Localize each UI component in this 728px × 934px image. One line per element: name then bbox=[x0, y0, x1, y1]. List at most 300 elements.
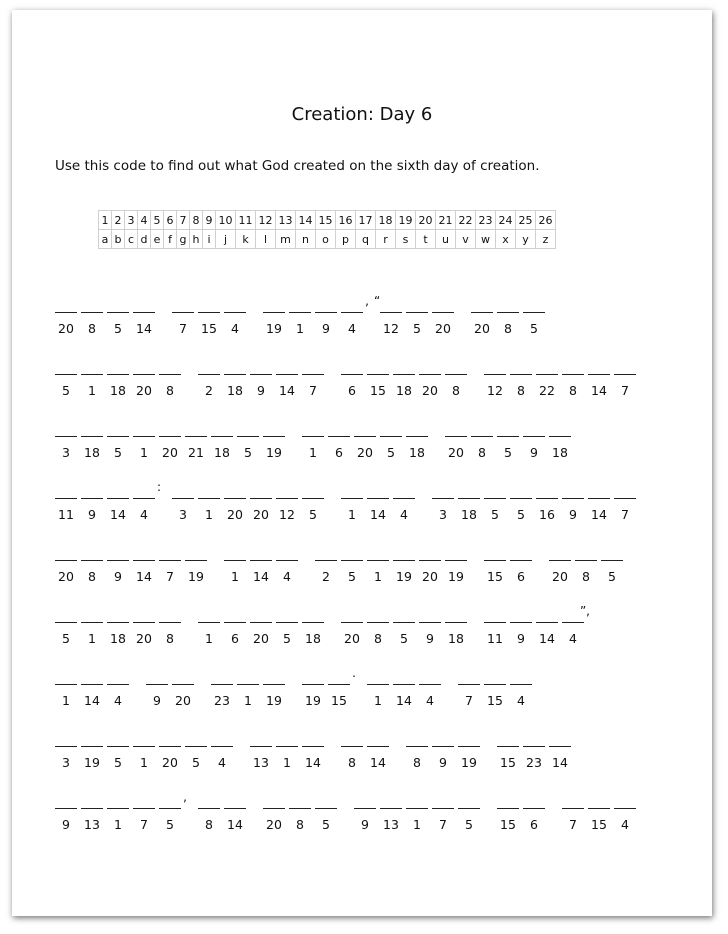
letter-blank[interactable] bbox=[562, 360, 584, 398]
letter-blank[interactable] bbox=[198, 608, 220, 646]
blank-line[interactable] bbox=[224, 360, 246, 375]
letter-blank[interactable] bbox=[588, 794, 610, 832]
letter-blank[interactable] bbox=[263, 670, 285, 708]
blank-line[interactable] bbox=[536, 360, 558, 375]
blank-line[interactable] bbox=[497, 732, 519, 747]
letter-blank[interactable] bbox=[419, 360, 441, 398]
blank-line[interactable] bbox=[250, 546, 272, 561]
letter-blank[interactable] bbox=[55, 546, 77, 584]
blank-line[interactable] bbox=[198, 298, 220, 313]
blank-line[interactable] bbox=[510, 484, 532, 499]
blank-line[interactable] bbox=[107, 360, 129, 375]
blank-line[interactable] bbox=[107, 670, 129, 685]
letter-blank[interactable] bbox=[107, 422, 129, 460]
letter-blank[interactable] bbox=[133, 794, 155, 832]
letter-blank[interactable] bbox=[445, 422, 467, 460]
blank-line[interactable] bbox=[55, 546, 77, 561]
letter-blank[interactable] bbox=[302, 670, 324, 708]
letter-blank[interactable] bbox=[575, 546, 597, 584]
blank-line[interactable] bbox=[380, 794, 402, 809]
blank-line[interactable] bbox=[302, 732, 324, 747]
blank-line[interactable] bbox=[55, 360, 77, 375]
blank-line[interactable] bbox=[81, 484, 103, 499]
letter-blank[interactable] bbox=[614, 360, 636, 398]
letter-blank[interactable] bbox=[367, 484, 389, 522]
blank-line[interactable] bbox=[159, 794, 181, 809]
blank-line[interactable] bbox=[367, 360, 389, 375]
blank-line[interactable] bbox=[81, 360, 103, 375]
blank-line[interactable] bbox=[497, 794, 519, 809]
letter-blank[interactable] bbox=[328, 422, 350, 460]
blank-line[interactable] bbox=[198, 484, 220, 499]
letter-blank[interactable] bbox=[471, 298, 493, 336]
blank-line[interactable] bbox=[445, 422, 467, 437]
blank-line[interactable] bbox=[55, 422, 77, 437]
blank-line[interactable] bbox=[172, 484, 194, 499]
letter-blank[interactable] bbox=[393, 608, 415, 646]
letter-blank[interactable] bbox=[510, 546, 532, 584]
letter-blank[interactable] bbox=[198, 298, 220, 336]
letter-blank[interactable] bbox=[159, 608, 181, 646]
letter-blank[interactable] bbox=[536, 608, 558, 646]
blank-line[interactable] bbox=[393, 670, 415, 685]
letter-blank[interactable] bbox=[354, 794, 376, 832]
blank-line[interactable] bbox=[432, 298, 454, 313]
blank-line[interactable] bbox=[367, 484, 389, 499]
letter-blank[interactable] bbox=[374, 294, 402, 336]
letter-blank[interactable] bbox=[211, 670, 233, 708]
letter-blank[interactable] bbox=[380, 794, 402, 832]
blank-line[interactable] bbox=[133, 360, 155, 375]
blank-line[interactable] bbox=[276, 546, 298, 561]
blank-line[interactable] bbox=[237, 670, 259, 685]
blank-line[interactable] bbox=[276, 360, 298, 375]
letter-blank[interactable] bbox=[341, 484, 363, 522]
letter-blank[interactable] bbox=[458, 794, 480, 832]
blank-line[interactable] bbox=[523, 422, 545, 437]
letter-blank[interactable] bbox=[250, 546, 272, 584]
letter-blank[interactable] bbox=[81, 670, 103, 708]
letter-blank[interactable] bbox=[107, 360, 129, 398]
blank-line[interactable] bbox=[224, 608, 246, 623]
blank-line[interactable] bbox=[536, 608, 558, 623]
letter-blank[interactable] bbox=[497, 732, 519, 770]
blank-line[interactable] bbox=[55, 794, 77, 809]
letter-blank[interactable] bbox=[302, 360, 324, 398]
blank-line[interactable] bbox=[510, 360, 532, 375]
letter-blank[interactable] bbox=[302, 608, 324, 646]
blank-line[interactable] bbox=[159, 732, 181, 747]
letter-blank[interactable] bbox=[432, 794, 454, 832]
letter-blank[interactable] bbox=[510, 608, 532, 646]
blank-line[interactable] bbox=[614, 484, 636, 499]
letter-blank[interactable] bbox=[276, 732, 298, 770]
blank-line[interactable] bbox=[575, 546, 597, 561]
letter-blank[interactable] bbox=[341, 732, 363, 770]
letter-blank[interactable] bbox=[250, 360, 272, 398]
letter-blank[interactable] bbox=[445, 608, 467, 646]
letter-blank[interactable] bbox=[510, 484, 532, 522]
blank-line[interactable] bbox=[107, 794, 129, 809]
blank-line[interactable] bbox=[549, 546, 571, 561]
blank-line[interactable] bbox=[458, 794, 480, 809]
letter-blank[interactable] bbox=[146, 670, 168, 708]
letter-blank[interactable] bbox=[406, 298, 428, 336]
blank-line[interactable] bbox=[185, 732, 207, 747]
blank-line[interactable] bbox=[328, 670, 350, 685]
blank-line[interactable] bbox=[289, 794, 311, 809]
letter-blank[interactable] bbox=[614, 794, 636, 832]
letter-blank[interactable] bbox=[393, 670, 415, 708]
blank-line[interactable] bbox=[211, 422, 233, 437]
blank-line[interactable] bbox=[211, 670, 233, 685]
blank-line[interactable] bbox=[523, 732, 545, 747]
blank-line[interactable] bbox=[107, 608, 129, 623]
blank-line[interactable] bbox=[588, 484, 610, 499]
letter-blank[interactable] bbox=[406, 794, 428, 832]
letter-blank[interactable] bbox=[328, 666, 356, 708]
letter-blank[interactable] bbox=[224, 546, 246, 584]
letter-blank[interactable] bbox=[81, 360, 103, 398]
letter-blank[interactable] bbox=[224, 360, 246, 398]
blank-line[interactable] bbox=[341, 546, 363, 561]
blank-line[interactable] bbox=[341, 298, 363, 313]
blank-line[interactable] bbox=[185, 422, 207, 437]
letter-blank[interactable] bbox=[458, 484, 480, 522]
letter-blank[interactable] bbox=[211, 732, 233, 770]
blank-line[interactable] bbox=[588, 794, 610, 809]
blank-line[interactable] bbox=[341, 732, 363, 747]
blank-line[interactable] bbox=[393, 546, 415, 561]
blank-line[interactable] bbox=[419, 360, 441, 375]
blank-line[interactable] bbox=[510, 546, 532, 561]
letter-blank[interactable] bbox=[224, 484, 246, 522]
blank-line[interactable] bbox=[341, 484, 363, 499]
blank-line[interactable] bbox=[536, 484, 558, 499]
letter-blank[interactable] bbox=[55, 360, 77, 398]
blank-line[interactable] bbox=[523, 794, 545, 809]
blank-line[interactable] bbox=[497, 422, 519, 437]
blank-line[interactable] bbox=[601, 546, 623, 561]
letter-blank[interactable] bbox=[185, 732, 207, 770]
letter-blank[interactable] bbox=[445, 360, 467, 398]
letter-blank[interactable] bbox=[393, 360, 415, 398]
letter-blank[interactable] bbox=[484, 670, 506, 708]
blank-line[interactable] bbox=[458, 732, 480, 747]
letter-blank[interactable] bbox=[367, 360, 389, 398]
blank-line[interactable] bbox=[159, 360, 181, 375]
letter-blank[interactable] bbox=[133, 732, 155, 770]
blank-line[interactable] bbox=[302, 360, 324, 375]
letter-blank[interactable] bbox=[289, 298, 311, 336]
letter-blank[interactable] bbox=[55, 422, 77, 460]
letter-blank[interactable] bbox=[250, 732, 272, 770]
blank-line[interactable] bbox=[172, 298, 194, 313]
blank-line[interactable] bbox=[471, 422, 493, 437]
letter-blank[interactable] bbox=[81, 732, 103, 770]
letter-blank[interactable] bbox=[107, 484, 129, 522]
letter-blank[interactable] bbox=[289, 794, 311, 832]
blank-line[interactable] bbox=[276, 732, 298, 747]
letter-blank[interactable] bbox=[263, 298, 285, 336]
blank-line[interactable] bbox=[367, 732, 389, 747]
letter-blank[interactable] bbox=[588, 484, 610, 522]
blank-line[interactable] bbox=[484, 360, 506, 375]
blank-line[interactable] bbox=[328, 422, 350, 437]
blank-line[interactable] bbox=[107, 732, 129, 747]
letter-blank[interactable] bbox=[341, 546, 363, 584]
blank-line[interactable] bbox=[406, 732, 428, 747]
letter-blank[interactable] bbox=[81, 794, 103, 832]
blank-line[interactable] bbox=[562, 484, 584, 499]
letter-blank[interactable] bbox=[341, 608, 363, 646]
letter-blank[interactable] bbox=[133, 298, 155, 336]
blank-line[interactable] bbox=[445, 608, 467, 623]
blank-line[interactable] bbox=[263, 298, 285, 313]
letter-blank[interactable] bbox=[81, 546, 103, 584]
blank-line[interactable] bbox=[484, 608, 506, 623]
letter-blank[interactable] bbox=[510, 670, 532, 708]
letter-blank[interactable] bbox=[55, 608, 77, 646]
letter-blank[interactable] bbox=[471, 422, 493, 460]
blank-line[interactable] bbox=[614, 794, 636, 809]
blank-line[interactable] bbox=[406, 422, 428, 437]
letter-blank[interactable] bbox=[55, 794, 77, 832]
blank-line[interactable] bbox=[406, 794, 428, 809]
letter-blank[interactable] bbox=[55, 484, 77, 522]
letter-blank[interactable] bbox=[107, 732, 129, 770]
letter-blank[interactable] bbox=[315, 546, 337, 584]
letter-blank[interactable] bbox=[224, 608, 246, 646]
letter-blank[interactable] bbox=[172, 670, 194, 708]
blank-line[interactable] bbox=[562, 794, 584, 809]
blank-line[interactable] bbox=[224, 546, 246, 561]
blank-line[interactable] bbox=[276, 608, 298, 623]
letter-blank[interactable] bbox=[315, 794, 337, 832]
blank-line[interactable] bbox=[250, 608, 272, 623]
blank-line[interactable] bbox=[510, 608, 532, 623]
letter-blank[interactable] bbox=[185, 422, 207, 460]
letter-blank[interactable] bbox=[55, 670, 77, 708]
blank-line[interactable] bbox=[549, 732, 571, 747]
blank-line[interactable] bbox=[133, 298, 155, 313]
letter-blank[interactable] bbox=[159, 790, 187, 832]
blank-line[interactable] bbox=[250, 732, 272, 747]
blank-line[interactable] bbox=[159, 546, 181, 561]
blank-line[interactable] bbox=[302, 608, 324, 623]
letter-blank[interactable] bbox=[536, 360, 558, 398]
letter-blank[interactable] bbox=[458, 670, 480, 708]
blank-line[interactable] bbox=[302, 422, 324, 437]
blank-line[interactable] bbox=[393, 360, 415, 375]
letter-blank[interactable] bbox=[159, 732, 181, 770]
letter-blank[interactable] bbox=[250, 608, 272, 646]
letter-blank[interactable] bbox=[510, 360, 532, 398]
blank-line[interactable] bbox=[354, 794, 376, 809]
blank-line[interactable] bbox=[302, 670, 324, 685]
blank-line[interactable] bbox=[367, 546, 389, 561]
blank-line[interactable] bbox=[614, 360, 636, 375]
letter-blank[interactable] bbox=[432, 732, 454, 770]
letter-blank[interactable] bbox=[276, 360, 298, 398]
letter-blank[interactable] bbox=[367, 732, 389, 770]
letter-blank[interactable] bbox=[55, 732, 77, 770]
letter-blank[interactable] bbox=[406, 732, 428, 770]
blank-line[interactable] bbox=[419, 608, 441, 623]
letter-blank[interactable] bbox=[276, 608, 298, 646]
blank-line[interactable] bbox=[419, 670, 441, 685]
blank-line[interactable] bbox=[133, 732, 155, 747]
letter-blank[interactable] bbox=[614, 484, 636, 522]
letter-blank[interactable] bbox=[237, 670, 259, 708]
blank-line[interactable] bbox=[107, 484, 129, 499]
letter-blank[interactable] bbox=[393, 546, 415, 584]
letter-blank[interactable] bbox=[601, 546, 623, 584]
blank-line[interactable] bbox=[380, 422, 402, 437]
letter-blank[interactable] bbox=[484, 484, 506, 522]
blank-line[interactable] bbox=[81, 732, 103, 747]
letter-blank[interactable] bbox=[419, 670, 441, 708]
blank-line[interactable] bbox=[393, 608, 415, 623]
blank-line[interactable] bbox=[159, 422, 181, 437]
letter-blank[interactable] bbox=[198, 794, 220, 832]
letter-blank[interactable] bbox=[393, 484, 415, 522]
letter-blank[interactable] bbox=[133, 608, 155, 646]
blank-line[interactable] bbox=[133, 484, 155, 499]
letter-blank[interactable] bbox=[367, 608, 389, 646]
blank-line[interactable] bbox=[406, 298, 428, 313]
blank-line[interactable] bbox=[159, 608, 181, 623]
letter-blank[interactable] bbox=[198, 484, 220, 522]
letter-blank[interactable] bbox=[276, 484, 298, 522]
letter-blank[interactable] bbox=[406, 422, 428, 460]
letter-blank[interactable] bbox=[484, 546, 506, 584]
letter-blank[interactable] bbox=[549, 546, 571, 584]
blank-line[interactable] bbox=[198, 608, 220, 623]
letter-blank[interactable] bbox=[81, 422, 103, 460]
blank-line[interactable] bbox=[185, 546, 207, 561]
letter-blank[interactable] bbox=[497, 422, 519, 460]
letter-blank[interactable] bbox=[458, 732, 480, 770]
letter-blank[interactable] bbox=[562, 794, 584, 832]
letter-blank[interactable] bbox=[484, 360, 506, 398]
blank-line[interactable] bbox=[133, 608, 155, 623]
blank-line[interactable] bbox=[198, 794, 220, 809]
blank-line[interactable] bbox=[458, 670, 480, 685]
letter-blank[interactable] bbox=[211, 422, 233, 460]
letter-blank[interactable] bbox=[367, 546, 389, 584]
letter-blank[interactable] bbox=[302, 484, 324, 522]
blank-line[interactable] bbox=[81, 608, 103, 623]
letter-blank[interactable] bbox=[133, 480, 161, 522]
blank-line[interactable] bbox=[55, 732, 77, 747]
blank-line[interactable] bbox=[81, 546, 103, 561]
letter-blank[interactable] bbox=[315, 298, 337, 336]
letter-blank[interactable] bbox=[133, 546, 155, 584]
letter-blank[interactable] bbox=[419, 608, 441, 646]
blank-line[interactable] bbox=[484, 484, 506, 499]
letter-blank[interactable] bbox=[549, 732, 571, 770]
letter-blank[interactable] bbox=[432, 484, 454, 522]
blank-line[interactable] bbox=[107, 546, 129, 561]
blank-line[interactable] bbox=[81, 670, 103, 685]
letter-blank[interactable] bbox=[419, 546, 441, 584]
letter-blank[interactable] bbox=[562, 604, 590, 646]
blank-line[interactable] bbox=[341, 360, 363, 375]
letter-blank[interactable] bbox=[302, 422, 324, 460]
blank-line[interactable] bbox=[588, 360, 610, 375]
blank-line[interactable] bbox=[198, 360, 220, 375]
letter-blank[interactable] bbox=[354, 422, 376, 460]
blank-line[interactable] bbox=[458, 484, 480, 499]
blank-line[interactable] bbox=[354, 422, 376, 437]
letter-blank[interactable] bbox=[367, 670, 389, 708]
blank-line[interactable] bbox=[445, 546, 467, 561]
letter-blank[interactable] bbox=[497, 298, 519, 336]
blank-line[interactable] bbox=[380, 298, 402, 313]
letter-blank[interactable] bbox=[185, 546, 207, 584]
letter-blank[interactable] bbox=[133, 422, 155, 460]
blank-line[interactable] bbox=[107, 422, 129, 437]
blank-line[interactable] bbox=[55, 484, 77, 499]
letter-blank[interactable] bbox=[107, 608, 129, 646]
blank-line[interactable] bbox=[81, 298, 103, 313]
letter-blank[interactable] bbox=[133, 360, 155, 398]
letter-blank[interactable] bbox=[198, 360, 220, 398]
letter-blank[interactable] bbox=[562, 484, 584, 522]
letter-blank[interactable] bbox=[107, 794, 129, 832]
letter-blank[interactable] bbox=[172, 484, 194, 522]
blank-line[interactable] bbox=[276, 484, 298, 499]
blank-line[interactable] bbox=[263, 670, 285, 685]
blank-line[interactable] bbox=[133, 794, 155, 809]
blank-line[interactable] bbox=[562, 360, 584, 375]
letter-blank[interactable] bbox=[159, 546, 181, 584]
blank-line[interactable] bbox=[523, 298, 545, 313]
blank-line[interactable] bbox=[263, 422, 285, 437]
letter-blank[interactable] bbox=[224, 298, 246, 336]
letter-blank[interactable] bbox=[263, 422, 285, 460]
letter-blank[interactable] bbox=[341, 294, 369, 336]
blank-line[interactable] bbox=[367, 608, 389, 623]
letter-blank[interactable] bbox=[432, 298, 454, 336]
letter-blank[interactable] bbox=[55, 298, 77, 336]
letter-blank[interactable] bbox=[107, 298, 129, 336]
letter-blank[interactable] bbox=[549, 422, 571, 460]
blank-line[interactable] bbox=[484, 546, 506, 561]
letter-blank[interactable] bbox=[484, 608, 506, 646]
blank-line[interactable] bbox=[224, 794, 246, 809]
blank-line[interactable] bbox=[81, 794, 103, 809]
blank-line[interactable] bbox=[250, 484, 272, 499]
blank-line[interactable] bbox=[432, 484, 454, 499]
blank-line[interactable] bbox=[510, 670, 532, 685]
letter-blank[interactable] bbox=[159, 422, 181, 460]
blank-line[interactable] bbox=[315, 794, 337, 809]
blank-line[interactable] bbox=[419, 546, 441, 561]
letter-blank[interactable] bbox=[302, 732, 324, 770]
blank-line[interactable] bbox=[289, 298, 311, 313]
letter-blank[interactable] bbox=[224, 794, 246, 832]
blank-line[interactable] bbox=[315, 298, 337, 313]
letter-blank[interactable] bbox=[497, 794, 519, 832]
letter-blank[interactable] bbox=[159, 360, 181, 398]
letter-blank[interactable] bbox=[107, 546, 129, 584]
blank-line[interactable] bbox=[55, 298, 77, 313]
letter-blank[interactable] bbox=[341, 360, 363, 398]
blank-line[interactable] bbox=[497, 298, 519, 313]
letter-blank[interactable] bbox=[81, 608, 103, 646]
